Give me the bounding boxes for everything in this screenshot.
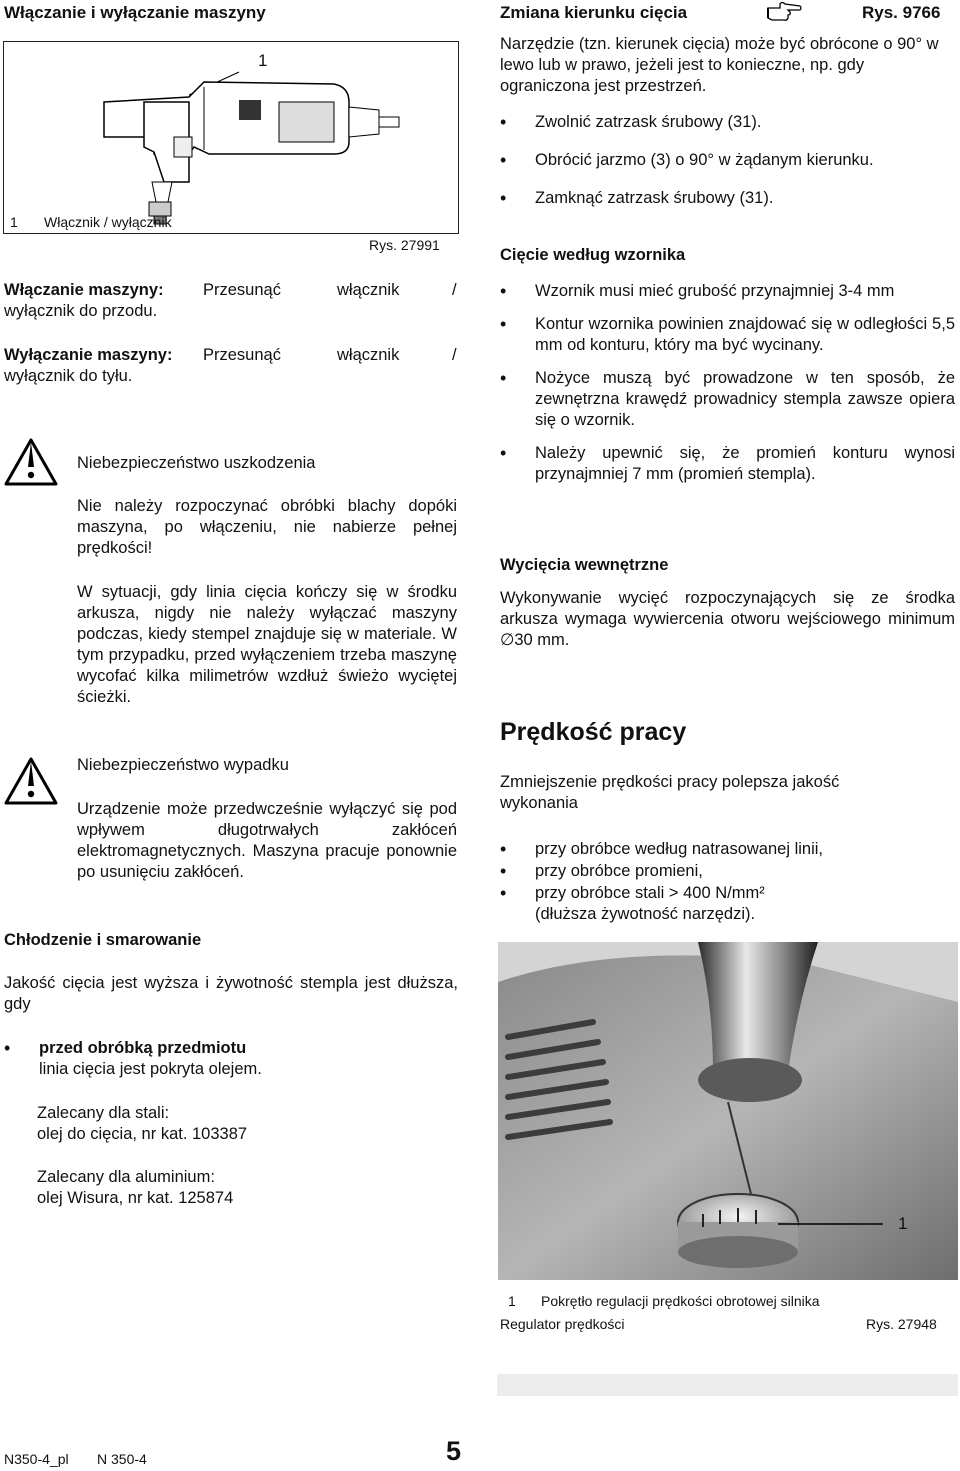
internal-cuts-text-a: Wykonywanie wycięć rozpoczynających się ze środka arkusza wymaga wywiercenia otworu wejściowego minimum: [500, 589, 955, 628]
figure2-callout: 1: [898, 1214, 908, 1233]
warning1-title: Niebezpieczeństwo uszkodzenia: [77, 454, 316, 472]
switch-on-label: Włączanie maszyny:: [4, 281, 164, 299]
warning2-title: Niebezpieczeństwo wypadku: [77, 756, 289, 774]
list-item: • przy obróbce promieni,: [500, 861, 955, 882]
list-item: [4, 1038, 458, 1080]
internal-cuts-text: [500, 588, 955, 651]
template-list: [500, 281, 955, 485]
switch-off-text-a: Przesunąć: [203, 346, 281, 364]
list-item: • Należy upewnić się, że promień konturu wynosi przynajmniej 7 mm (promień stempla).: [500, 443, 955, 485]
figure-tool-drawing: [3, 41, 459, 234]
section-title-internal-cuts: Wycięcia wewnętrzne: [500, 556, 669, 574]
section-title-template: Cięcie według wzornika: [500, 246, 686, 264]
figure1-legend-number: 1: [10, 214, 18, 230]
figure2-caption: Regulator prędkości: [500, 1316, 625, 1332]
switch-on-text-b: włącznik: [337, 281, 400, 299]
switch-off-text-c: /: [452, 346, 457, 364]
switch-off-line: [4, 345, 458, 366]
switch-off-text-d: wyłącznik do tyłu.: [4, 367, 133, 385]
figure2-legend-text: Pokrętło regulacji prędkości obrotowej silnika: [541, 1293, 820, 1309]
warning-triangle-icon: [3, 437, 59, 487]
list-item: • Zamknąć zatrzask śrubowy (31).: [500, 188, 955, 209]
figure2-reference: Rys. 27948: [866, 1316, 937, 1332]
internal-cuts-text-b: 30 mm.: [514, 631, 570, 649]
figure-speed-regulator-photo: [498, 942, 958, 1280]
direction-intro: Narzędzie (tzn. kierunek cięcia) może być obrócone o 90° w lewo lub w prawo, jeżeli jest to konieczne, np. gdy ograniczona jest przestrzeń.: [500, 35, 939, 95]
speed-item-subtext: (dłuższa żywotność narzędzi).: [535, 905, 756, 923]
direction-figure-reference: Rys. 9766: [862, 3, 941, 22]
switch-on-text-d: wyłącznik do przodu.: [4, 302, 158, 320]
aluminium-value: olej Wisura, nr kat. 125874: [37, 1189, 234, 1207]
speed-regulator-photo: [498, 942, 958, 1280]
section-title-switching: Włączanie i wyłączanie maszyny: [4, 3, 266, 22]
aluminium-label: Zalecany dla aluminium:: [37, 1168, 215, 1186]
figure2-legend-number: 1: [508, 1293, 516, 1309]
figure1-legend-text: Włącznik / wyłącznik: [44, 214, 172, 230]
section-title-cooling: Chłodzenie i smarowanie: [4, 931, 202, 949]
diameter-icon: ∅: [500, 631, 515, 649]
list-item: • Nożyce muszą być prowadzone w ten sposób, że zewnętrzna krawędź prowadnicy stempla zawsze opiera się o wzornik.: [500, 368, 955, 431]
steel-label: Zalecany dla stali:: [37, 1104, 170, 1122]
page-number: 5: [446, 1436, 462, 1466]
section-title-direction: Zmiana kierunku cięcia: [500, 3, 688, 22]
list-item: • Zwolnić zatrzask śrubowy (31).: [500, 112, 955, 133]
switch-on-text-c: /: [452, 281, 457, 299]
cooling-bullet-rest: linia cięcia jest pokryta olejem.: [39, 1060, 262, 1078]
nibbler-drawing: [4, 42, 458, 233]
footer-doc-code: N350-4_pl: [4, 1451, 69, 1467]
speed-list: [500, 839, 955, 925]
list-item: • Kontur wzornika powinien znajdować się w odległości 5,5 mm od konturu, który ma być wycinany.: [500, 314, 955, 356]
list-item: • Obrócić jarzmo (3) o 90° w żądanym kierunku.: [500, 150, 955, 171]
pointing-hand-icon: [766, 0, 802, 24]
direction-steps: [500, 112, 955, 209]
warning1-paragraph2: W sytuacji, gdy linia cięcia kończy się w środku arkusza, nigdy nie należy wyłączać maszyny podczas, kiedy stempel znajduje się w materiale. W tym przypadku, przed wyłączeniem trzeba maszynę wycofać kilka milimetrów wzdłuż świeżo wyciętej ścieżki.: [77, 583, 457, 706]
figure1-callout: 1: [258, 51, 268, 70]
cooling-intro: Jakość cięcia jest wyższa i żywotność stempla jest dłuższa, gdy: [4, 974, 458, 1013]
switch-off-label: Wyłączanie maszyny:: [4, 346, 173, 364]
figure1-reference: Rys. 27991: [369, 237, 440, 253]
cooling-bullets: [4, 1038, 458, 1080]
gray-bar: [497, 1374, 958, 1396]
steel-value: olej do cięcia, nr kat. 103387: [37, 1125, 248, 1143]
speed-item-text: przy obróbce stali > 400 N/mm²: [535, 884, 765, 902]
switch-on-text-a: Przesunąć: [203, 281, 281, 299]
list-item: [500, 883, 955, 925]
footer-model: N 350-4: [97, 1451, 147, 1467]
speed-intro: Zmniejszenie prędkości pracy polepsza jakość wykonania: [500, 773, 840, 812]
list-item: • przy obróbce według natrasowanej linii,: [500, 839, 955, 860]
switch-on-line: [4, 280, 458, 301]
cooling-bullet-bold: przed obróbką przedmiotu: [39, 1039, 247, 1057]
switch-off-text-b: włącznik: [337, 346, 400, 364]
section-title-speed: Prędkość pracy: [500, 718, 687, 746]
list-item: • Wzornik musi mieć grubość przynajmniej 3-4 mm: [500, 281, 955, 302]
warning1-paragraph1: Nie należy rozpoczynać obróbki blachy dopóki maszyna, po włączeniu, nie nabierze pełnej prędkości!: [77, 497, 457, 557]
warning-triangle-icon: [3, 756, 59, 806]
warning2-paragraph1: Urządzenie może przedwcześnie wyłączyć się pod wpływem długotrwałych zakłóceń elektromagnetycznych. Maszyna pracuje ponownie po usunięciu zakłóceń.: [77, 800, 457, 881]
